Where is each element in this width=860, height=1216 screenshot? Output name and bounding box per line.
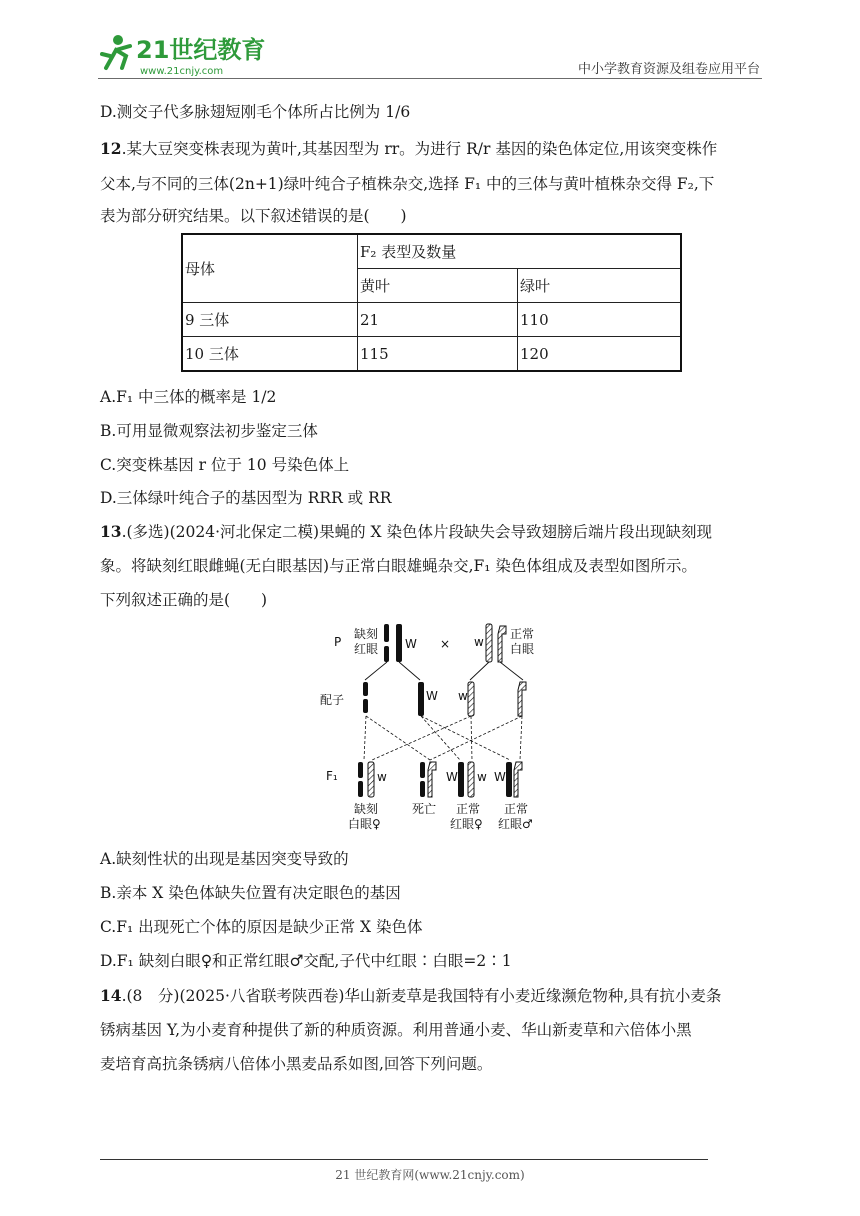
- gamete-deleted-x-bottom: [363, 699, 368, 713]
- chromosome-y: [498, 626, 506, 662]
- gamete-y: [518, 682, 526, 716]
- q13-line-3: 下列叙述正确的是( ): [100, 591, 268, 609]
- cell-yellow: 115: [358, 337, 518, 372]
- results-table: [181, 233, 682, 372]
- f1-1-deleted-x-top: [358, 762, 363, 778]
- f1-2-deleted-x-top: [420, 762, 425, 778]
- chromosome-deleted-x-bottom: [384, 646, 389, 662]
- p-female-label-1: 缺刻: [354, 627, 379, 641]
- f1-3-label-1: 正常: [456, 802, 481, 816]
- f1-2-label: 死亡: [412, 802, 437, 816]
- f1-1-x-w: [368, 762, 374, 797]
- q14-number: 14: [100, 986, 122, 1005]
- q12-line-1: [100, 138, 717, 160]
- q11-option-d: D.测交子代多脉翅短刚毛个体所占比例为 1/6: [100, 103, 411, 121]
- q12-option-d: D.三体绿叶纯合子的基因型为 RRR 或 RR: [100, 489, 392, 507]
- p-male-label-1: 正常: [510, 627, 535, 641]
- chromosome-cross-figure: [320, 620, 550, 835]
- gamete-deleted-x-top: [363, 682, 368, 696]
- q12-line-3: 表为部分研究结果。以下叙述错误的是( ): [100, 207, 407, 225]
- f1-3-w-label: w: [477, 770, 487, 784]
- table-row: [182, 303, 681, 337]
- f1-3-x-w: [468, 762, 474, 797]
- q13-number: 13: [100, 522, 122, 541]
- gamete-label: 配子: [320, 693, 345, 707]
- footer-divider: [100, 1159, 708, 1160]
- f1-3-normal-x: [458, 762, 464, 797]
- p-female-label-2: 红眼: [354, 642, 379, 656]
- q13-option-c: C.F₁ 出现死亡个体的原因是缺少正常 X 染色体: [100, 918, 423, 936]
- q14-line-2: 锈病基因 Y,为小麦育种提供了新的种质资源。利用普通小麦、华山新麦草和六倍体小黑: [100, 1021, 692, 1039]
- p-male-label-2: 白眼: [510, 642, 535, 656]
- gamete-W-label: W: [426, 689, 438, 703]
- f1-2-y: [428, 762, 436, 797]
- cell-yellow: 21: [358, 303, 518, 337]
- cell-mother: 10 三体: [182, 337, 358, 372]
- f1-4-normal-x: [506, 762, 512, 797]
- f1-3-W-label: W: [446, 770, 458, 784]
- th-mother: 母体: [182, 234, 358, 303]
- q14-line-1: [100, 985, 721, 1007]
- gamete-w-label: w: [458, 689, 468, 703]
- q12-option-b: B.可用显微观察法初步鉴定三体: [100, 422, 318, 440]
- q13-line-1: [100, 521, 712, 543]
- q12-text-1: .某大豆突变株表现为黄叶,其基因型为 rr。为进行 R/r 基因的染色体定位,用该突变株作: [121, 140, 718, 158]
- f1-1-label-1: 缺刻: [354, 802, 379, 816]
- f1-label: F₁: [326, 769, 338, 783]
- q13-option-a: A.缺刻性状的出现是基因突变导致的: [100, 850, 349, 868]
- chromosome-normal-x: [396, 624, 402, 662]
- header-platform-text: 中小学教育资源及组卷应用平台: [577, 62, 760, 77]
- q12-line-2: 父本,与不同的三体(2n+1)绿叶纯合子植株杂交,选择 F₁ 中的三体与黄叶植株杂交得 F₂,下: [100, 175, 715, 193]
- q14-text-1: .(8 分)(2025·八省联考陕西卷)华山新麦草是我国特有小麦近缘濒危物种,具有抗小麦条: [121, 987, 722, 1005]
- footer-text: 21 世纪教育网(www.21cnjy.com): [335, 1168, 525, 1182]
- q13-option-b: B.亲本 X 染色体缺失位置有决定眼色的基因: [100, 884, 401, 902]
- site-logo: [96, 28, 266, 78]
- p-W-label: W: [405, 637, 417, 651]
- chromosome-deleted-x-top: [384, 624, 389, 642]
- logo-url: www.21cnjy.com: [140, 66, 224, 77]
- th-f2-group: F₂ 表型及数量: [358, 234, 682, 269]
- f1-3-label-2: 红眼♀: [450, 817, 483, 831]
- f1-4-label-1: 正常: [504, 802, 529, 816]
- q13-line-2: 象。将缺刻红眼雌蝇(无白眼基因)与正常白眼雄蝇杂交,F₁ 染色体组成及表型如图所示。: [100, 557, 697, 575]
- q13-text-1: .(多选)(2024·河北保定二模)果蝇的 X 染色体片段缺失会导致翅膀后端片段出现缺刻现: [121, 523, 712, 541]
- logo-text: 21世纪教育: [136, 36, 266, 64]
- cell-green: 110: [518, 303, 682, 337]
- f1-4-y: [514, 762, 522, 797]
- f1-4-label-2: 红眼♂: [498, 817, 533, 831]
- q13-option-d: D.F₁ 缺刻白眼♀和正常红眼♂交配,子代中红眼∶白眼=2∶1: [100, 952, 512, 970]
- f1-1-label-2: 白眼♀: [348, 817, 381, 831]
- q12-option-c: C.突变株基因 r 位于 10 号染色体上: [100, 456, 350, 474]
- cell-mother: 9 三体: [182, 303, 358, 337]
- q14-line-3: 麦培育高抗条锈病八倍体小黑麦品系如图,回答下列问题。: [100, 1055, 493, 1073]
- chromosome-x-w: [486, 624, 492, 662]
- gamete-normal-x: [418, 682, 424, 716]
- table-row: [182, 337, 681, 372]
- th-green: 绿叶: [518, 269, 682, 303]
- cross-symbol: ×: [440, 637, 451, 651]
- p-w-label: w: [474, 635, 484, 649]
- f1-1-w-label: w: [377, 770, 387, 784]
- th-yellow: 黄叶: [358, 269, 518, 303]
- p-label: P: [334, 635, 342, 649]
- gamete-x-w: [468, 682, 474, 716]
- q12-option-a: A.F₁ 中三体的概率是 1/2: [100, 388, 277, 406]
- f1-4-W-label: W: [494, 770, 506, 784]
- cell-green: 120: [518, 337, 682, 372]
- f1-1-deleted-x-bottom: [358, 781, 363, 797]
- q12-number: 12: [100, 139, 122, 158]
- f1-2-deleted-x-bottom: [420, 781, 425, 797]
- header-divider: [98, 78, 762, 79]
